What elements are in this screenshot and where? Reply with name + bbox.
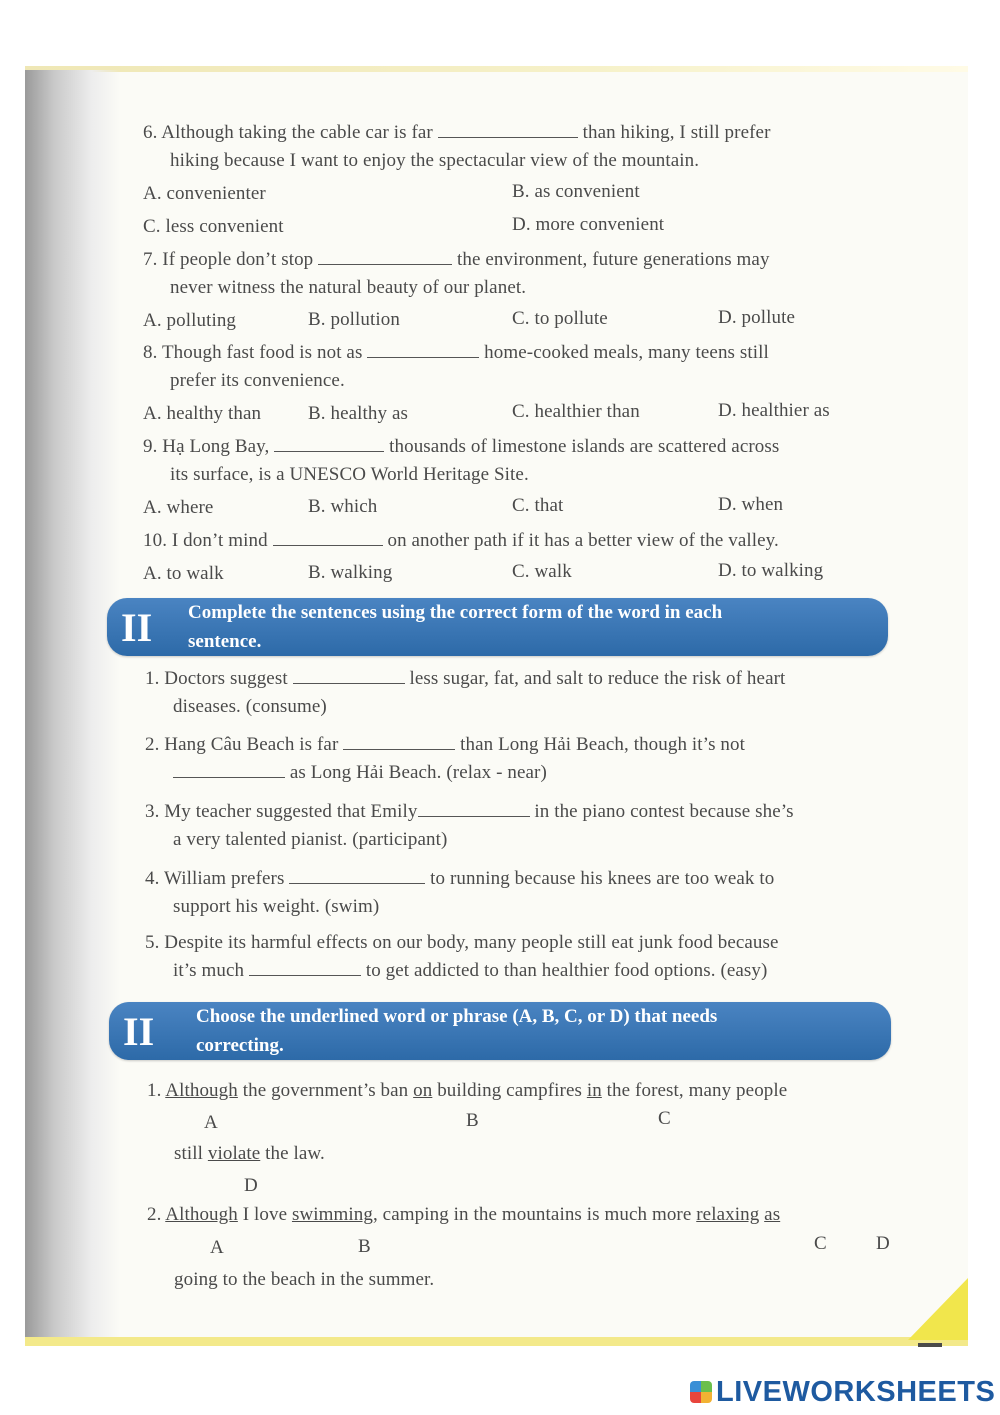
underlined-option-a[interactable]: Although (165, 1204, 238, 1225)
question-text: 8. Though fast food is not as (143, 342, 363, 363)
question-text: thousands of limestone islands are scattered across (389, 436, 780, 457)
section-2-banner (107, 598, 888, 656)
option-c[interactable]: C. healthier than (512, 401, 640, 422)
option-b[interactable]: B. healthy as (308, 403, 408, 424)
question-text: 10. I don’t mind (143, 530, 268, 551)
page-corner-mark (918, 1343, 942, 1347)
question-text: than Long Hải Beach, though it’s not (460, 734, 745, 755)
option-d[interactable]: D. when (718, 494, 784, 515)
question-text: 4. William prefers (145, 868, 285, 889)
underlined-option-a[interactable]: Although (165, 1080, 238, 1101)
question-text: less sugar, fat, and salt to reduce the risk of heart (409, 668, 786, 689)
fill-question-2 (145, 734, 745, 756)
fill-question-2-line2 (173, 762, 547, 784)
option-d[interactable]: D. pollute (718, 307, 795, 328)
section-instruction (196, 1002, 717, 1060)
question-9-line2: its surface, is a UNESCO World Heritage Site. (170, 464, 529, 485)
page-top-edge (25, 66, 968, 72)
question-text: 6. Although taking the cable car is far (143, 122, 433, 143)
option-a[interactable]: A. convenienter (143, 183, 266, 204)
question-6-line2: hiking because I want to enjoy the spectacular view of the mountain. (170, 150, 700, 171)
instruction-line: Complete the sentences using the correct form of the word in each (188, 602, 723, 623)
underlined-option-d[interactable]: violate (207, 1143, 261, 1164)
instruction-line: correcting. (196, 1035, 284, 1056)
option-label-d: D (876, 1233, 890, 1254)
fill-question-5: 5. Despite its harmful effects on our body, many people still eat junk food because (145, 932, 779, 953)
option-d[interactable]: D. more convenient (512, 214, 665, 235)
fill-question-3 (145, 801, 794, 823)
question-text: building campfires (432, 1080, 587, 1101)
underlined-option-d[interactable]: as (764, 1204, 781, 1225)
option-label-a: A (204, 1112, 218, 1133)
question-text: 2. Hang Câu Beach is far (145, 734, 339, 755)
instruction-line: Choose the underlined word or phrase (A, B, C, or D) that needs (196, 1006, 718, 1027)
answer-blank[interactable] (438, 136, 578, 138)
option-label-b: B (466, 1110, 479, 1131)
question-text: to get addicted to than healthier food options. (easy) (365, 960, 768, 981)
option-b[interactable]: B. pollution (308, 309, 400, 330)
option-label-a: A (210, 1237, 224, 1258)
fill-question-1 (145, 668, 785, 690)
answer-blank[interactable] (418, 815, 530, 817)
question-text: 7. If people don’t stop (143, 249, 314, 270)
option-a[interactable]: A. to walk (143, 563, 224, 584)
liveworksheets-logo[interactable] (690, 1374, 995, 1410)
question-7 (143, 249, 770, 271)
question-text: still (174, 1143, 208, 1164)
answer-blank[interactable] (343, 748, 455, 750)
option-b[interactable]: B. walking (308, 562, 393, 583)
option-d[interactable]: D. to walking (718, 560, 824, 581)
question-9 (143, 436, 779, 458)
option-c[interactable]: C. walk (512, 561, 572, 582)
question-8-line2: prefer its convenience. (170, 370, 345, 391)
question-number: 1. (147, 1080, 162, 1101)
question-6 (143, 122, 771, 144)
option-label-c: C (814, 1233, 827, 1254)
question-text: the forest, many people (601, 1080, 788, 1101)
option-label-d: D (244, 1175, 258, 1196)
question-text: 9. Hạ Long Bay, (143, 436, 270, 457)
liveworksheets-icon (690, 1381, 712, 1403)
question-text: the environment, future generations may (457, 249, 770, 270)
option-c[interactable]: C. to pollute (512, 308, 608, 329)
answer-blank[interactable] (173, 776, 285, 778)
option-b[interactable]: B. as convenient (512, 181, 640, 202)
fill-question-5-line2 (173, 960, 767, 982)
answer-blank[interactable] (274, 450, 384, 452)
question-text: on another path if it has a better view of the valley. (387, 530, 779, 551)
option-label-b: B (358, 1236, 371, 1257)
answer-blank[interactable] (318, 263, 452, 265)
question-10 (143, 530, 779, 552)
book-spine-shadow (25, 70, 120, 1342)
page-bottom-edge (25, 1337, 968, 1346)
error-question-1-line2 (174, 1143, 325, 1165)
instruction-line: sentence. (188, 631, 262, 652)
question-text: to running because his knees are too weak to (430, 868, 775, 889)
question-text: the law. (260, 1143, 325, 1164)
question-text: 1. Doctors suggest (145, 668, 288, 689)
question-text: in the piano contest because she’s (534, 801, 794, 822)
answer-blank[interactable] (289, 882, 425, 884)
question-text: the government’s ban (237, 1080, 414, 1101)
question-8 (143, 342, 769, 364)
fill-question-4 (145, 868, 774, 890)
error-question-2 (147, 1204, 780, 1226)
section-3-banner (109, 1002, 891, 1060)
question-text: , camping in the mountains is much more (372, 1204, 697, 1225)
page-corner-decoration (908, 1278, 968, 1340)
underlined-option-c[interactable]: in (586, 1080, 602, 1101)
option-a[interactable]: A. where (143, 497, 214, 518)
error-question-1 (147, 1080, 787, 1102)
logo-text: LIVEWORKSHEETS (716, 1375, 996, 1408)
section-instruction (188, 598, 722, 656)
answer-blank[interactable] (249, 974, 361, 976)
fill-question-1-line2: diseases. (consume) (173, 696, 327, 717)
option-d[interactable]: D. healthier as (718, 400, 830, 421)
option-label-c: C (658, 1108, 671, 1129)
section-roman-numeral: II (123, 1009, 155, 1054)
answer-blank[interactable] (273, 544, 383, 546)
question-text: home-cooked meals, many teens still (484, 342, 769, 363)
option-b[interactable]: B. which (308, 496, 378, 517)
fill-question-4-line2: support his weight. (swim) (173, 896, 380, 917)
underlined-option-c[interactable]: relaxing (696, 1204, 760, 1225)
option-a[interactable]: A. polluting (143, 310, 237, 331)
answer-blank[interactable] (367, 356, 479, 358)
question-text: as Long Hải Beach. (relax - near) (289, 762, 547, 783)
question-7-line2: never witness the natural beauty of our planet. (170, 277, 527, 298)
underlined-option-b[interactable]: swimming (291, 1204, 373, 1225)
option-c[interactable]: C. that (512, 495, 564, 516)
option-c[interactable]: C. less convenient (143, 216, 284, 237)
question-text: than hiking, I still prefer (582, 122, 771, 143)
question-text: it’s much (173, 960, 245, 981)
error-question-2-line2: going to the beach in the summer. (174, 1269, 435, 1290)
fill-question-3-line2: a very talented pianist. (participant) (173, 829, 448, 850)
question-text: I love (237, 1204, 292, 1225)
question-number: 2. (147, 1204, 162, 1225)
question-text: 3. My teacher suggested that Emily (145, 801, 418, 822)
option-a[interactable]: A. healthy than (143, 403, 262, 424)
answer-blank[interactable] (293, 682, 405, 684)
section-roman-numeral: II (121, 605, 153, 650)
underlined-option-b[interactable]: on (413, 1080, 433, 1101)
